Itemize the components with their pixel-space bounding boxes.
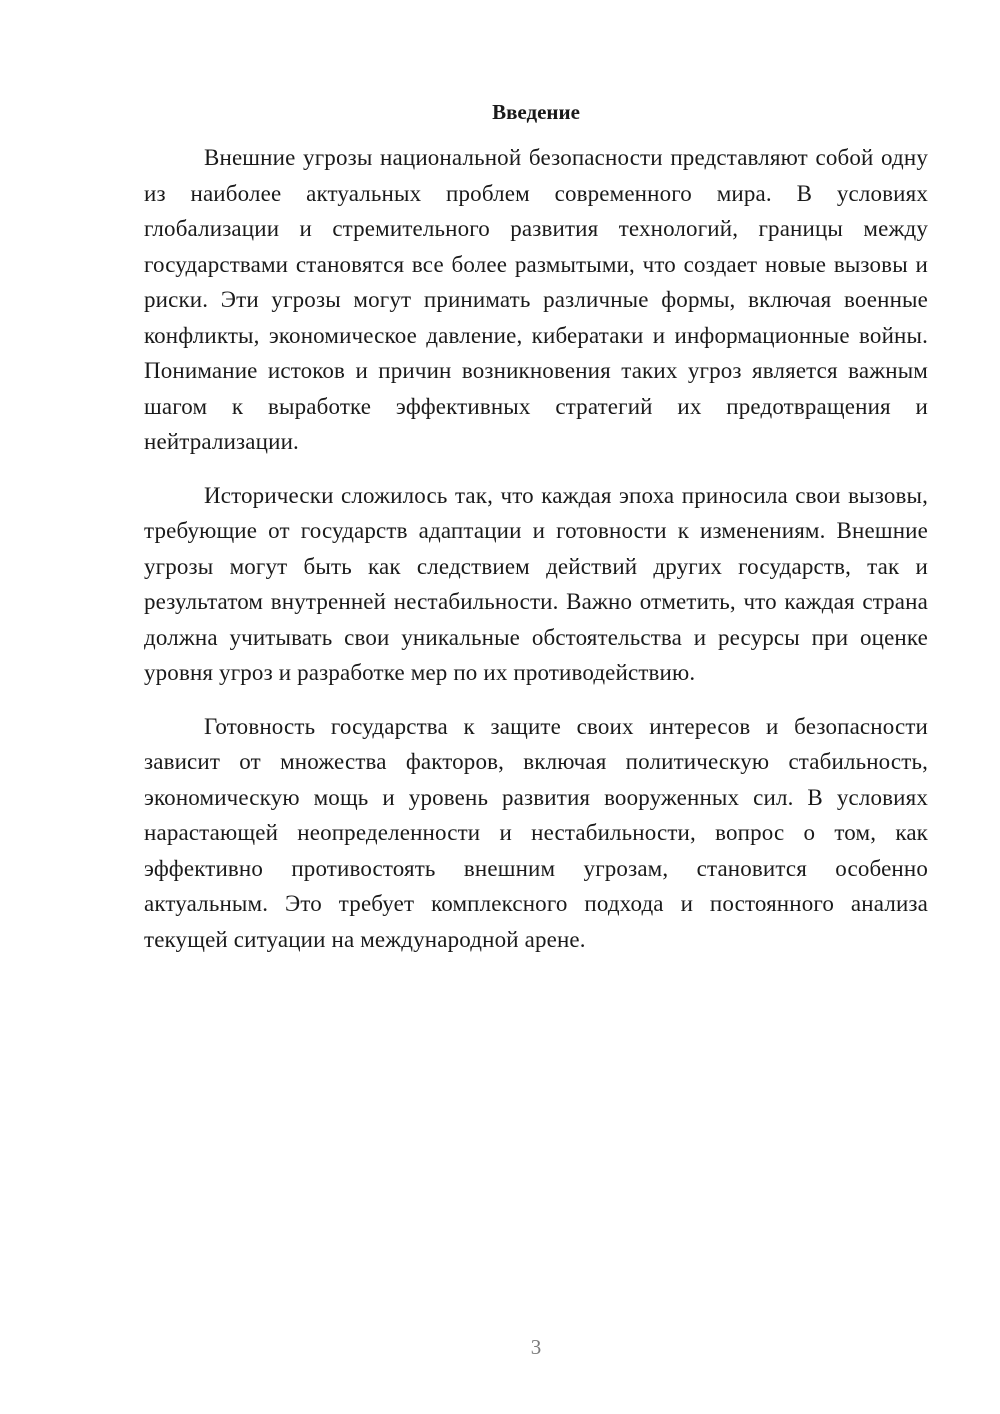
paragraph-3: Готовность государства к защите своих интересов и безопасности зависит от множества факторов, включая политическую стабильность, экономическую мощь и уровень развития вооруженных сил. В условиях нарастающей неопределенности и нестабильности, вопрос о том, как эффективно противостоять внешним угрозам, становится особенно актуальным. Это требует комплексного подхода и постоянного анализа текущей ситуации на международной арене.: [144, 713, 928, 952]
section-heading: Введение: [492, 100, 580, 124]
paragraph-1: Внешние угрозы национальной безопасности представляют собой одну из наиболее актуальных проблем современного мира. В условиях глобализации и стремительного развития технологий, границы между государствами становятся все более размытыми, что создает новые вызовы и риски. Эти угрозы могут принимать различные формы, включая военные конфликты, экономическое давление, кибератаки и информационные войны. Понимание истоков и причин возникновения таких угроз является важным шагом к выработке эффективных стратегий их предотвращения и нейтрализации.: [144, 145, 928, 454]
body-text: [144, 140, 928, 975]
page-number: 3: [530, 1335, 542, 1359]
paragraph-2: Исторически сложилось так, что каждая эпоха приносила свои вызовы, требующие от государств адаптации и готовности к изменениям. Внешние угрозы могут быть как следствием действий других государств, так и результатом внутренней нестабильности. Важно отметить, что каждая страна должна учитывать свои уникальные обстоятельства и ресурсы при оценке уровня угроз и разработке мер по их противодействию.: [144, 482, 928, 685]
